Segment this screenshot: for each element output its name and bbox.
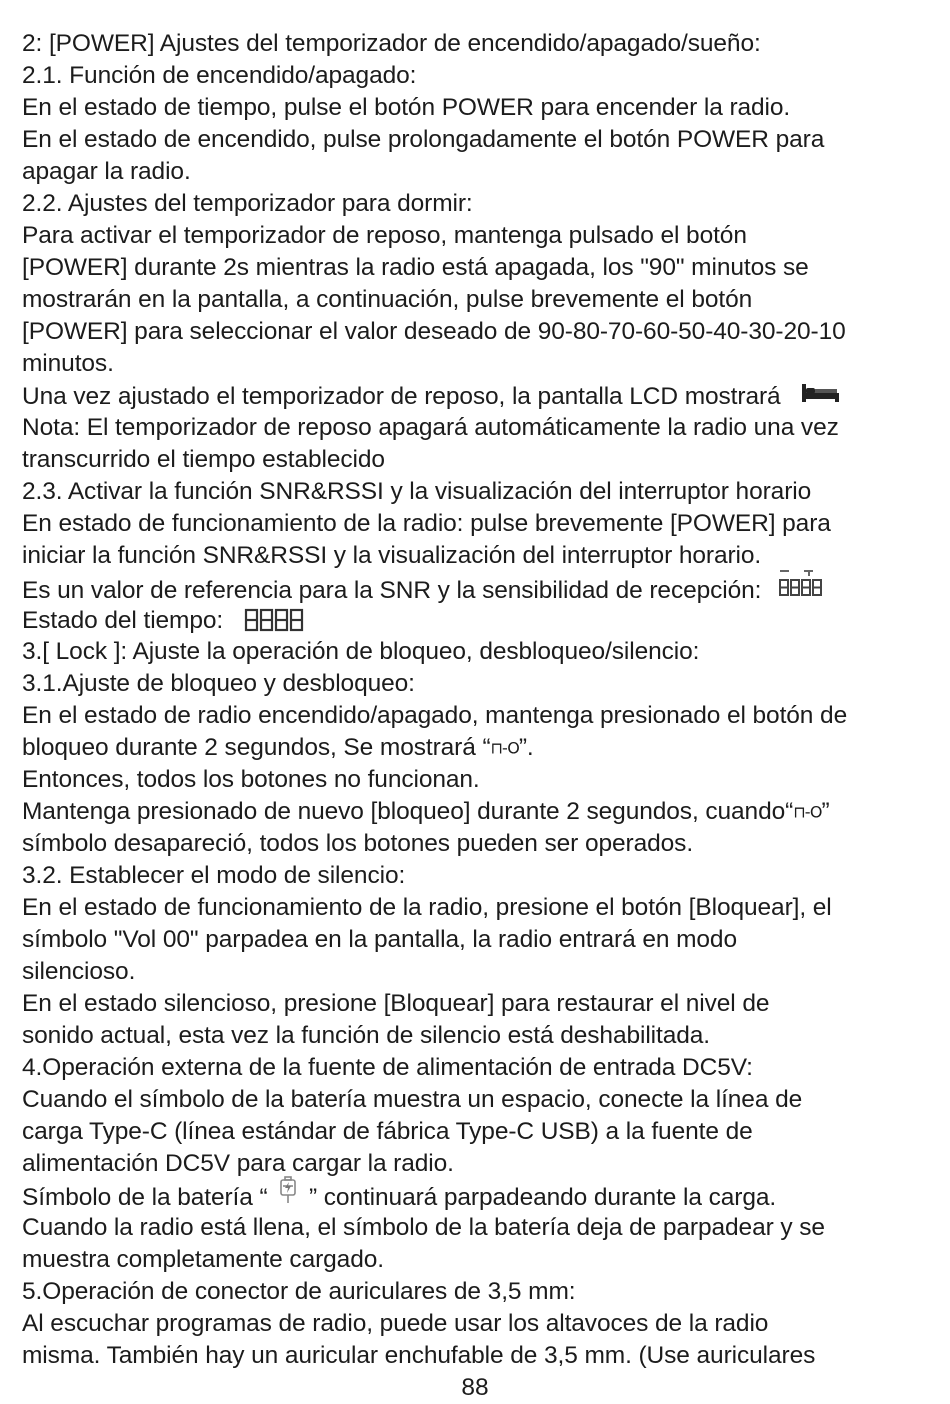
paragraph-text: Estado del tiempo: <box>22 606 224 634</box>
document-body <box>22 28 937 1372</box>
paragraph-line: Entonces, todos los botones no funcionan. <box>22 766 480 793</box>
paragraph-line: Nota: El temporizador de reposo apagará automáticamente la radio una vez <box>22 414 839 441</box>
paragraph-line: iniciar la función SNR&RSSI y la visualización del interruptor horario. <box>22 542 762 569</box>
subheading-mute-mode: 3.2. Establecer el modo de silencio: <box>22 862 406 889</box>
paragraph-text-tail: ” <box>821 798 830 825</box>
subheading-power-onoff: 2.1. Función de encendido/apagado: <box>22 62 417 89</box>
paragraph-line-with-battery-icon <box>22 1180 937 1212</box>
paragraph-line: [POWER] para seleccionar el valor deseado de 90-80-70-60-50-40-30-20-10 <box>22 318 846 345</box>
paragraph-line: apagar la radio. <box>22 158 191 185</box>
paragraph-line: En estado de funcionamiento de la radio: pulse brevemente [POWER] para <box>22 510 831 537</box>
paragraph-line: En el estado de tiempo, pulse el botón POWER para encender la radio. <box>22 94 791 121</box>
lock-symbol-icon: ⊓-O <box>490 738 519 758</box>
paragraph-line: En el estado de encendido, pulse prolongadamente el botón POWER para <box>22 126 825 153</box>
lock-symbol-icon: ⊓-O <box>793 802 822 822</box>
paragraph-line: Cuando la radio está llena, el símbolo de la batería deja de parpadear y se <box>22 1214 825 1241</box>
segment-clock-icon <box>244 607 306 642</box>
paragraph-line: [POWER] durante 2s mientras la radio está apagada, los "90" minutos se <box>22 254 809 281</box>
paragraph-line: Cuando el símbolo de la batería muestra un espacio, conecte la línea de <box>22 1086 803 1113</box>
paragraph-line: En el estado de funcionamiento de la radio, presione el botón [Bloquear], el <box>22 894 832 921</box>
paragraph-line: Para activar el temporizador de reposo, mantenga pulsado el botón <box>22 222 747 249</box>
paragraph-line-with-lock-symbol <box>22 732 937 764</box>
subheading-snr-rssi: 2.3. Activar la función SNR&RSSI y la visualización del interruptor horario <box>22 478 812 505</box>
heading-headphone-jack: 5.Operación de conector de auriculares de 3,5 mm: <box>22 1278 576 1305</box>
signal-segment-icon <box>778 568 824 607</box>
paragraph-line: carga Type-C (línea estándar de fábrica Type-C USB) a la fuente de <box>22 1118 753 1145</box>
battery-charging-icon <box>278 1176 298 1213</box>
paragraph-line: mostrarán en la pantalla, a continuación, pulse brevemente el botón <box>22 286 753 313</box>
paragraph-line-with-clock-icon <box>22 604 937 636</box>
paragraph-line-with-snr-icon <box>22 572 937 604</box>
paragraph-text: bloqueo durante 2 segundos, Se mostrará “ <box>22 734 491 761</box>
paragraph-line: minutos. <box>22 350 114 377</box>
paragraph-text: Es un valor de referencia para la SNR y la sensibilidad de recepción: <box>22 576 762 604</box>
heading-dc-power: 4.Operación externa de la fuente de alimentación de entrada DC5V: <box>22 1054 753 1081</box>
paragraph-text: Una vez ajustado el temporizador de reposo, la pantalla LCD mostrará <box>22 382 781 410</box>
paragraph-text: Mantenga presionado de nuevo [bloqueo] durante 2 segundos, cuando“ <box>22 798 794 825</box>
paragraph-line: muestra completamente cargado. <box>22 1246 384 1273</box>
paragraph-line: símbolo "Vol 00" parpadea en la pantalla, la radio entrará en modo <box>22 926 737 953</box>
paragraph-line: En el estado de radio encendido/apagado, mantenga presionado el botón de <box>22 702 848 729</box>
heading-power: 2: [POWER] Ajustes del temporizador de encendido/apagado/sueño: <box>22 30 761 57</box>
subheading-sleep-timer: 2.2. Ajustes del temporizador para dormir: <box>22 190 473 217</box>
paragraph-line: sonido actual, esta vez la función de silencio está deshabilitada. <box>22 1022 711 1049</box>
paragraph-line-with-lock-symbol <box>22 796 937 828</box>
paragraph-text-tail: ”. <box>518 734 534 761</box>
paragraph-line: misma. También hay un auricular enchufable de 3,5 mm. (Use auriculares <box>22 1342 816 1369</box>
bed-icon <box>801 378 841 413</box>
paragraph-line: En el estado silencioso, presione [Bloquear] para restaurar el nivel de <box>22 990 770 1017</box>
subheading-lock-unlock: 3.1.Ajuste de bloqueo y desbloqueo: <box>22 670 415 697</box>
paragraph-line: silencioso. <box>22 958 136 985</box>
paragraph-text-tail: ” continuará parpadeando durante la carga. <box>309 1183 777 1211</box>
paragraph-text: Símbolo de la batería “ <box>22 1183 268 1211</box>
page-number: 88 <box>461 1374 489 1401</box>
paragraph-line: Al escuchar programas de radio, puede usar los altavoces de la radio <box>22 1310 769 1337</box>
paragraph-line: alimentación DC5V para cargar la radio. <box>22 1150 454 1177</box>
heading-lock: 3.[ Lock ]: Ajuste la operación de bloqueo, desbloqueo/silencio: <box>22 638 700 665</box>
paragraph-line: transcurrido el tiempo establecido <box>22 446 385 473</box>
paragraph-line-with-bed-icon <box>22 380 937 412</box>
paragraph-line: símbolo desapareció, todos los botones pueden ser operados. <box>22 830 694 857</box>
